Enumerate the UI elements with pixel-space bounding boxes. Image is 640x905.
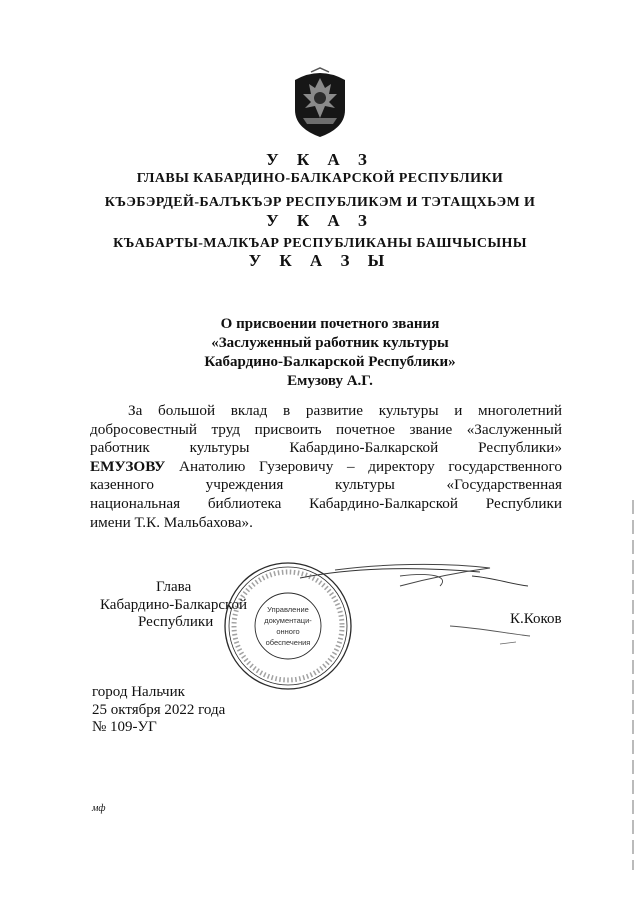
body-word: присвоить [254,420,322,438]
body-word: – [347,457,355,475]
body-word: развитие [305,402,364,419]
decree-title [140,315,520,391]
body-word: добросовестный [90,420,197,438]
coat-of-arms-emblem [289,66,351,138]
body-word: культуры [378,402,439,419]
signatory-title-line: Республики [138,614,214,630]
body-line [90,439,562,458]
body-word: казенного [90,476,154,494]
body-word: Гузеровичу [259,457,334,475]
header-kabardian: КЪЭБЭРДЕЙ-БАЛЪКЪЭР РЕСПУБЛИКЭМ И ТЭТАЩХЬЭМ И [104,195,536,210]
footer-number: № 109-УГ [92,719,157,736]
header-ukaz-balkar: У К А З Ы [248,251,392,270]
body-line [90,421,562,440]
body-word: За [128,402,143,419]
signatory-title-line: Глава [156,579,192,595]
stamp-text: обеспечения [265,638,311,647]
body-word: Республики» [478,439,562,457]
decree-body [90,402,562,532]
body-word: большой [158,402,216,419]
body-word: почетное [336,420,395,438]
title-line: «Заслуженный работник культуры [211,335,449,351]
stamp-text: документаци- [264,616,312,625]
title-line: О присвоении почетного звания [220,316,440,332]
body-word: учреждения [205,476,284,494]
body-word: «Государственная [446,476,562,494]
decree-footer [92,684,225,737]
signatory-name: К.Коков [510,611,562,627]
header-balkar: КЪАБАРТЫ-МАЛКЪАР РЕСПУБЛИКАНЫ БАШЧЫСЫНЫ [113,236,527,251]
signatory-title [100,579,248,632]
body-line [90,495,562,514]
recipient-surname: ЕМУЗОВУ [90,457,166,475]
body-word: Анатолию [179,457,246,475]
header-ukaz-kabardian: У К А З [266,211,374,230]
body-word: многолетний [478,402,562,419]
body-word: библиотека [207,494,282,512]
body-word: директору [368,457,435,475]
body-word: труд [211,420,241,438]
body-line [90,402,562,421]
official-stamp [222,560,354,692]
scan-edge-line [631,500,635,870]
body-word: Кабардино-Балкарской [289,439,439,457]
title-line: Емузову А.Г. [287,373,373,389]
header-ukaz-ru: У К А З [266,150,374,169]
header-glava-ru: ГЛАВЫ КАБАРДИНО-БАЛКАРСКОЙ РЕСПУБЛИКИ [136,171,504,186]
body-word: работник [90,439,150,457]
body-word: в [283,402,291,419]
signatory-title-line: Кабардино-Балкарской [100,596,248,613]
body-word: «Заслуженный [466,420,562,438]
stamp-text: Управление [267,605,309,614]
body-line-last: имени Т.К. Мальбахова». [90,513,253,531]
body-word: национальная [90,494,181,512]
footer-date: 25 октября 2022 года [92,701,226,718]
stamp-text: онного [276,627,300,636]
body-line [90,476,562,495]
body-word: культуры [189,439,250,457]
body-word: Кабардино-Балкарской [309,494,459,512]
body-word: и [454,402,463,419]
title-line: Кабардино-Балкарской Республики» [204,354,456,370]
body-word: вклад [230,402,268,419]
body-word: государственного [448,457,562,475]
footer-city: город Нальчик [92,684,185,700]
body-word: культуры [335,476,395,494]
body-word: звание [409,420,453,438]
executor-initials: мф [92,803,106,814]
body-word: Республики [485,494,562,512]
body-line [90,458,562,477]
